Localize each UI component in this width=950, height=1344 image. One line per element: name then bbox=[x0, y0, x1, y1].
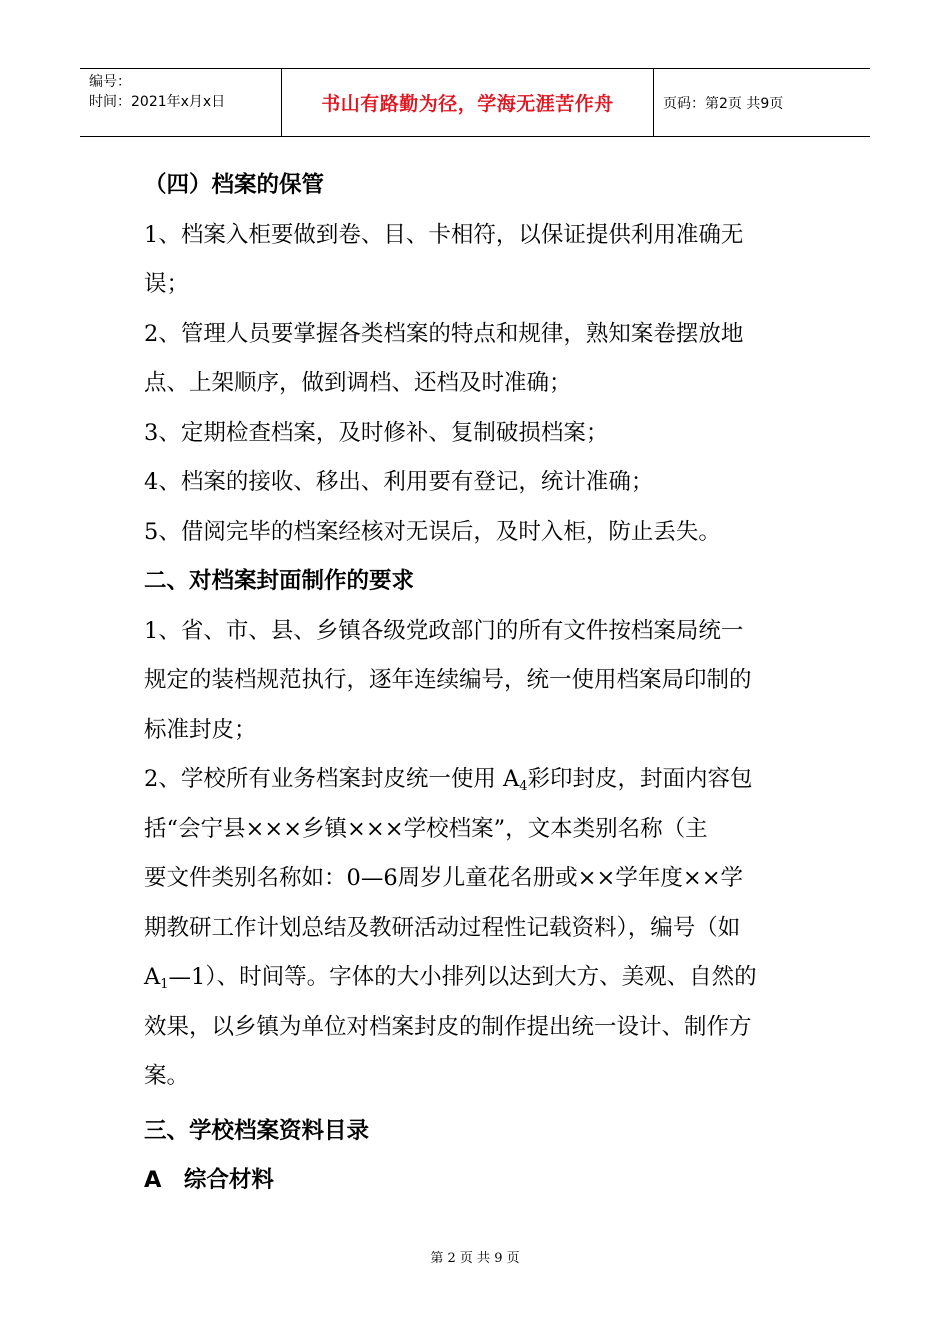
paragraph-line: 4、档案的接收、移出、利用要有登记，统计准确； bbox=[144, 469, 654, 495]
paragraph-line bbox=[144, 764, 753, 802]
paragraph-line: 1、省、市、县、乡镇各级党政部门的所有文件按档案局统一 bbox=[144, 618, 744, 644]
page-footer: 第 2 页 共 9 页 bbox=[430, 1251, 520, 1266]
document-time-label: 时间：2021年x月x日 bbox=[89, 94, 226, 110]
paragraph-line: 标准封皮； bbox=[144, 717, 257, 743]
text-run: A bbox=[144, 964, 161, 990]
paragraph-line: 期教研工作计划总结及教研活动过程性记载资料），编号（如 bbox=[144, 915, 741, 941]
text-run: 彩印封皮，封面内容包 bbox=[527, 766, 753, 792]
header-meta-cell bbox=[80, 69, 282, 136]
subscript: 1 bbox=[160, 977, 169, 992]
section-heading-cover: 二、对档案封面制作的要求 bbox=[144, 568, 415, 594]
paragraph-line: 括“会宁县×××乡镇×××学校档案”，文本类别名称（主 bbox=[144, 816, 708, 842]
paragraph-line: 误； bbox=[144, 271, 190, 297]
paragraph-line: 规定的装档规范执行，逐年连续编号，统一使用档案局印制的 bbox=[144, 667, 752, 693]
subsection-heading-general: A 综合材料 bbox=[144, 1167, 274, 1193]
header-table bbox=[80, 68, 870, 137]
paragraph-line: 2、管理人员要掌握各类档案的特点和规律，熟知案卷摆放地 bbox=[144, 321, 744, 347]
text-run: —1）、时间等。字体的大小排列以达到大方、美观、自然的 bbox=[168, 964, 757, 990]
text-run: 2、学校所有业务档案封皮统一使用 A bbox=[144, 766, 520, 792]
header-page-label: 页码：第2页 共9页 bbox=[663, 95, 784, 112]
paragraph-line: 要文件类别名称如：0—6周岁儿童花名册或××学年度××学 bbox=[144, 865, 744, 891]
subscript: 4 bbox=[519, 779, 528, 794]
section-heading-storage: （四）档案的保管 bbox=[144, 172, 325, 198]
header-motto: 书山有路勤为径，学海无涯苦作舟 bbox=[282, 69, 654, 136]
document-number-label: 编号： bbox=[89, 74, 131, 90]
paragraph-line bbox=[144, 962, 757, 1000]
paragraph-line: 效果，以乡镇为单位对档案封皮的制作提出统一设计、制作方 bbox=[144, 1014, 752, 1040]
paragraph-line: 3、定期检查档案，及时修补、复制破损档案； bbox=[144, 420, 609, 446]
section-heading-catalog: 三、学校档案资料目录 bbox=[144, 1118, 370, 1144]
paragraph-line: 点、上架顺序，做到调档、还档及时准确； bbox=[144, 370, 572, 396]
paragraph-line: 案。 bbox=[144, 1063, 190, 1089]
paragraph-line: 5、借阅完毕的档案经核对无误后，及时入柜，防止丢失。 bbox=[144, 519, 721, 545]
paragraph-line: 1、档案入柜要做到卷、目、卡相符，以保证提供利用准确无 bbox=[144, 222, 744, 248]
